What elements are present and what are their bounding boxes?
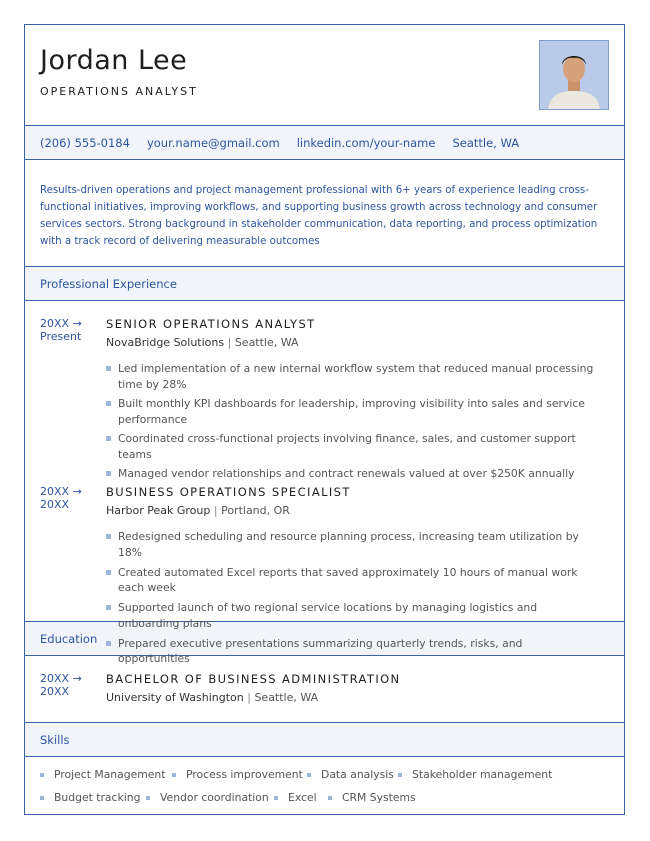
resume-header — [25, 25, 624, 126]
skill-item: Process improvement — [172, 768, 303, 781]
job-company: NovaBridge Solutions — [106, 336, 225, 349]
list-item: Prepared executive presentations summarizing quarterly trends, risks, and opportunities — [106, 636, 596, 667]
skill-item: Vendor coordination — [146, 791, 269, 804]
job-title: SENIOR OPERATIONS ANALYST — [106, 317, 316, 331]
skill-item: Excel — [274, 791, 317, 804]
list-item: Built monthly KPI dashboards for leadership, improving visibility into sales and service performance — [106, 396, 596, 427]
profile-photo — [539, 40, 609, 110]
job-separator: | — [210, 504, 222, 517]
contact-location: Seattle, WA — [452, 135, 520, 150]
education-date-start: 20XX → — [40, 672, 82, 685]
candidate-role: OPERATIONS ANALYST — [40, 85, 198, 98]
list-item: Managed vendor relationships and contract renewals valued at over $250K annually — [106, 466, 596, 482]
job-title: BUSINESS OPERATIONS SPECIALIST — [106, 485, 351, 499]
job-date-start: 20XX → — [40, 317, 82, 330]
education-location: Seattle, WA — [254, 691, 319, 704]
job-bullets — [106, 529, 596, 667]
education-section — [25, 656, 624, 723]
education-school: University of Washington — [106, 691, 244, 704]
job-location: Seattle, WA — [234, 336, 299, 349]
education-date-end: 20XX — [40, 685, 70, 698]
job-separator: | — [224, 336, 235, 349]
education-school-line — [106, 691, 318, 704]
job-date-end: Present — [40, 330, 82, 343]
contact-email[interactable]: your.name@gmail.com — [146, 135, 280, 150]
list-item: Coordinated cross-functional projects involving finance, sales, and customer support teams — [106, 431, 596, 462]
skill-item: CRM Systems — [328, 791, 416, 804]
list-item: Led implementation of a new internal workflow system that reduced manual processing time by 28% — [106, 361, 596, 392]
job-date-end: 20XX — [40, 498, 70, 511]
experience-section-title: Professional Experience — [25, 267, 624, 301]
skill-item: Stakeholder management — [398, 768, 552, 781]
skill-item: Budget tracking — [40, 791, 140, 804]
skills-section-title: Skills — [25, 723, 624, 757]
resume-page — [24, 24, 625, 815]
skill-item: Project Management — [40, 768, 166, 781]
list-item: Supported launch of two regional service locations by managing logistics and onboarding plans — [106, 600, 596, 631]
list-item: Created automated Excel reports that saved approximately 10 hours of manual work each week — [106, 565, 596, 596]
contact-phone[interactable]: (206) 555-0184 — [40, 135, 130, 150]
contact-linkedin[interactable]: linkedin.com/your-name — [296, 135, 436, 150]
candidate-name: Jordan Lee — [40, 45, 188, 76]
summary-text: Results-driven operations and project management professional with 6+ years of experience leading cross-functional initiatives, improving workflows, and supporting business growth across technology and consumer services sectors. Strong background in stakeholder communication, data reporting, and process optimization with a track record of delivering measurable outcomes — [25, 160, 624, 267]
job-company: Harbor Peak Group — [106, 504, 211, 517]
job-location: Portland, OR — [221, 504, 290, 517]
job-bullets — [106, 361, 596, 482]
job-date-start: 20XX → — [40, 485, 82, 498]
job-company-line — [106, 336, 299, 349]
education-section-title: Education — [25, 622, 624, 656]
skill-item: Data analysis — [307, 768, 394, 781]
contact-bar — [25, 126, 624, 160]
skills-section — [25, 757, 624, 817]
list-item: Redesigned scheduling and resource planning process, increasing team utilization by 18% — [106, 529, 596, 560]
education-separator: | — [243, 691, 255, 704]
job-company-line — [106, 504, 290, 517]
profile-photo-icon — [540, 41, 608, 109]
education-degree: BACHELOR OF BUSINESS ADMINISTRATION — [106, 672, 401, 686]
